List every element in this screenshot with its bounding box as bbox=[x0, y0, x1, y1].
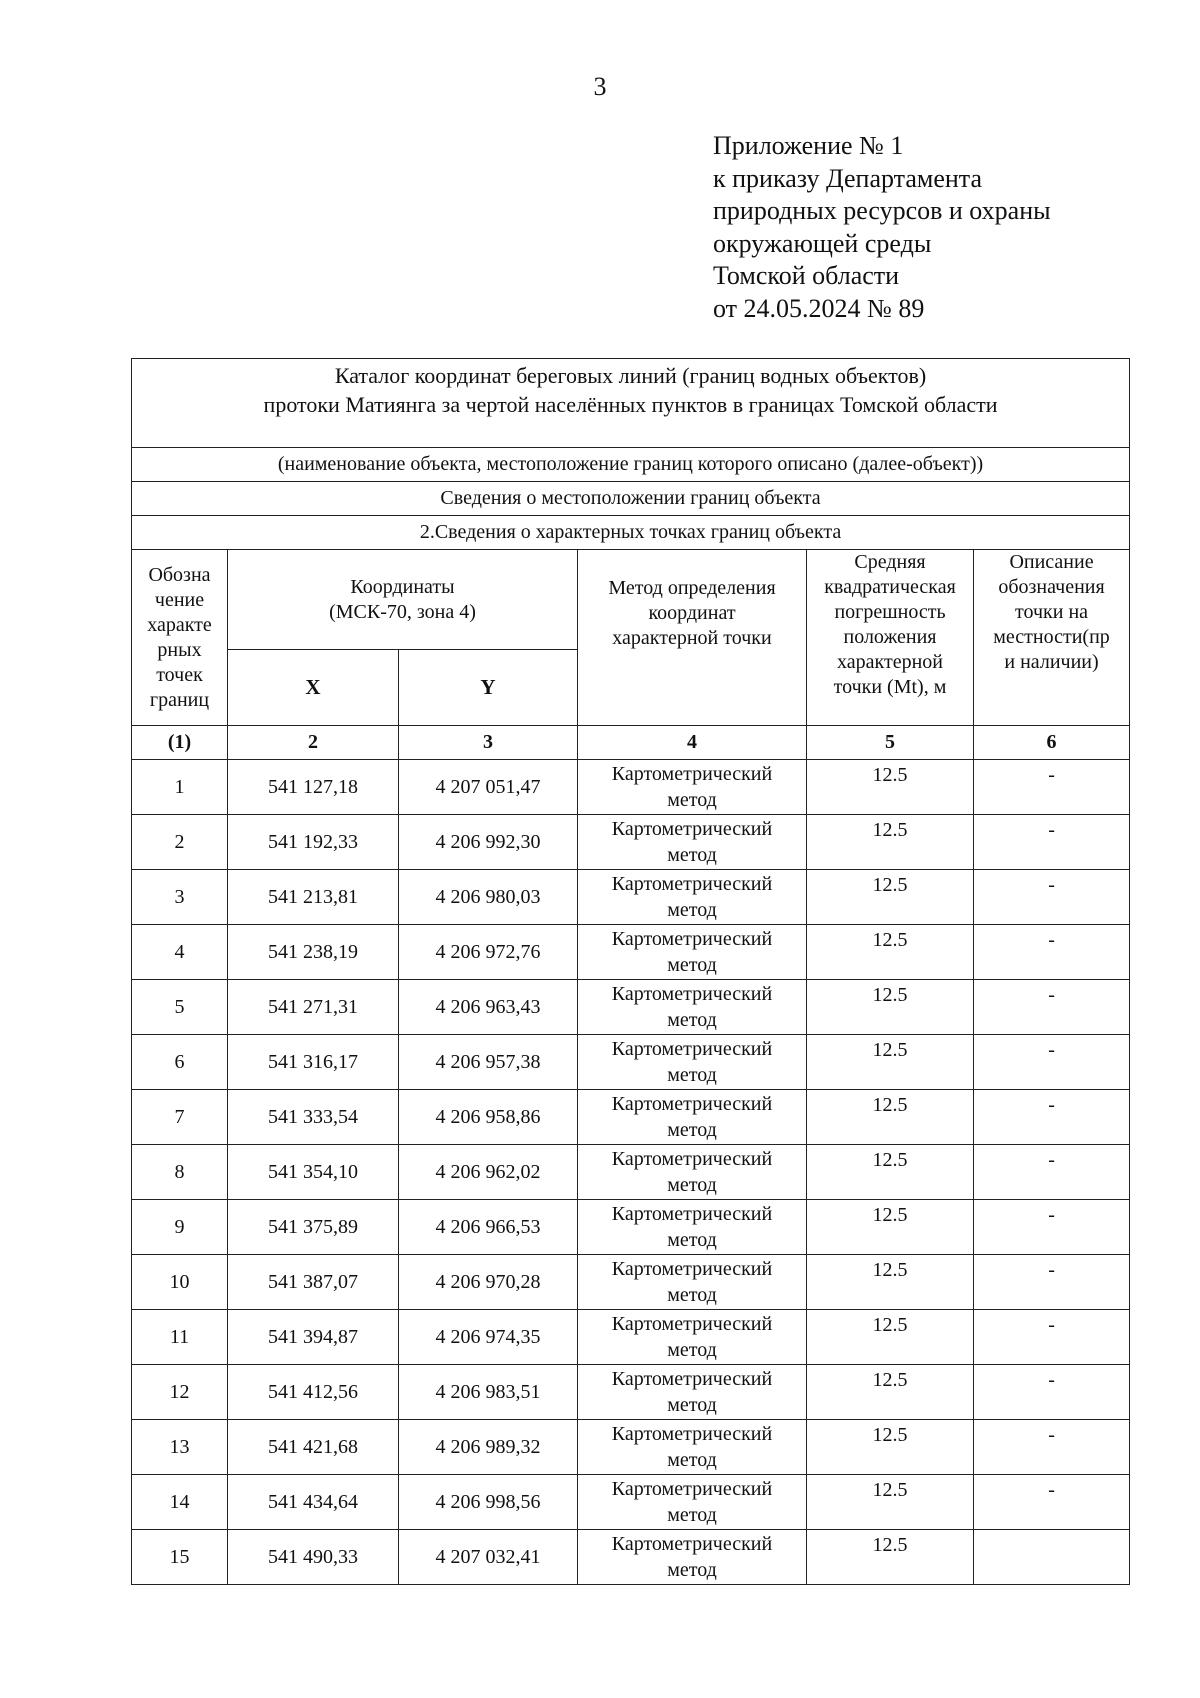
header-designation bbox=[132, 550, 228, 726]
header-line: характерной точки bbox=[612, 627, 772, 649]
header-line: обозначения bbox=[998, 576, 1105, 598]
header-y: Y bbox=[399, 650, 578, 726]
method-line-2: метод bbox=[667, 1119, 717, 1141]
y-coordinate-cell: 4 206 966,53 bbox=[399, 1200, 578, 1255]
error-cell: 12.5 bbox=[807, 1365, 974, 1420]
method-cell bbox=[578, 760, 807, 815]
coordinates-catalog-table bbox=[131, 358, 1130, 1585]
point-number-cell: 2 bbox=[132, 815, 228, 870]
header-line: координат bbox=[648, 602, 736, 624]
header-line: местности(пр bbox=[993, 626, 1110, 648]
method-line-2: метод bbox=[667, 1339, 717, 1361]
method-line-1: Картометрический bbox=[611, 1368, 773, 1390]
header-line: точки на bbox=[1015, 601, 1089, 623]
method-line-2: метод bbox=[667, 844, 717, 866]
method-cell bbox=[578, 1310, 807, 1365]
method-line-1: Картометрический bbox=[611, 1478, 773, 1500]
method-line-2: метод bbox=[667, 1009, 717, 1031]
method-line-1: Картометрический bbox=[611, 983, 773, 1005]
x-coordinate-cell: 541 412,56 bbox=[228, 1365, 399, 1420]
description-cell: - bbox=[974, 760, 1130, 815]
x-coordinate-cell: 541 394,87 bbox=[228, 1310, 399, 1365]
error-cell: 12.5 bbox=[807, 1475, 974, 1530]
point-number-cell: 6 bbox=[132, 1035, 228, 1090]
column-number: 4 bbox=[578, 726, 807, 760]
x-coordinate-cell: 541 354,10 bbox=[228, 1145, 399, 1200]
point-number-cell: 10 bbox=[132, 1255, 228, 1310]
error-cell: 12.5 bbox=[807, 1145, 974, 1200]
y-coordinate-cell: 4 206 974,35 bbox=[399, 1310, 578, 1365]
section-header: Сведения о местоположении границ объекта bbox=[132, 482, 1130, 516]
appendix-line: Приложение № 1 bbox=[713, 131, 904, 160]
method-cell bbox=[578, 980, 807, 1035]
description-cell: - bbox=[974, 925, 1130, 980]
appendix-line: от 24.05.2024 № 89 bbox=[713, 293, 925, 323]
table-row bbox=[132, 1090, 1130, 1145]
error-cell: 12.5 bbox=[807, 980, 974, 1035]
point-number-cell: 12 bbox=[132, 1365, 228, 1420]
method-line-1: Картометрический bbox=[611, 873, 773, 895]
table-row bbox=[132, 1145, 1130, 1200]
method-line-2: метод bbox=[667, 1504, 717, 1526]
header-x: X bbox=[228, 650, 399, 726]
header-line: и наличии) bbox=[1004, 651, 1099, 673]
header-coordinates bbox=[228, 550, 578, 650]
x-coordinate-cell: 541 421,68 bbox=[228, 1420, 399, 1475]
x-coordinate-cell: 541 271,31 bbox=[228, 980, 399, 1035]
y-coordinate-cell: 4 206 983,51 bbox=[399, 1365, 578, 1420]
point-number-cell: 11 bbox=[132, 1310, 228, 1365]
point-number-cell: 3 bbox=[132, 870, 228, 925]
point-number-cell: 15 bbox=[132, 1530, 228, 1585]
y-coordinate-cell: 4 206 958,86 bbox=[399, 1090, 578, 1145]
header-line: рных bbox=[157, 638, 202, 661]
method-line-2: метод bbox=[667, 1559, 717, 1581]
x-coordinate-cell: 541 127,18 bbox=[228, 760, 399, 815]
y-coordinate-cell: 4 206 970,28 bbox=[399, 1255, 578, 1310]
catalog-title bbox=[132, 359, 1130, 448]
method-line-2: метод bbox=[667, 1394, 717, 1416]
header-error bbox=[807, 550, 974, 726]
method-line-2: метод bbox=[667, 789, 717, 811]
error-cell: 12.5 bbox=[807, 1200, 974, 1255]
table-row bbox=[132, 1420, 1130, 1475]
point-number-cell: 13 bbox=[132, 1420, 228, 1475]
appendix-line: к приказу Департамента bbox=[713, 163, 983, 193]
description-cell: - bbox=[974, 1145, 1130, 1200]
method-line-2: метод bbox=[667, 954, 717, 976]
description-cell: - bbox=[974, 815, 1130, 870]
appendix-block bbox=[713, 130, 1051, 325]
header-line: характерной bbox=[837, 651, 943, 673]
point-number-cell: 9 bbox=[132, 1200, 228, 1255]
header-line: Средняя bbox=[854, 551, 926, 573]
y-coordinate-cell: 4 206 980,03 bbox=[399, 870, 578, 925]
description-cell: - bbox=[974, 1475, 1130, 1530]
method-line-2: метод bbox=[667, 1229, 717, 1251]
column-number: 6 bbox=[974, 726, 1130, 760]
method-line-1: Картометрический bbox=[611, 1203, 773, 1225]
x-coordinate-cell: 541 434,64 bbox=[228, 1475, 399, 1530]
point-number-cell: 14 bbox=[132, 1475, 228, 1530]
description-cell: - bbox=[974, 1255, 1130, 1310]
error-cell: 12.5 bbox=[807, 925, 974, 980]
header-line: Описание bbox=[1009, 551, 1094, 573]
x-coordinate-cell: 541 192,33 bbox=[228, 815, 399, 870]
y-coordinate-cell: 4 206 957,38 bbox=[399, 1035, 578, 1090]
method-cell bbox=[578, 1200, 807, 1255]
header-line: характе bbox=[147, 613, 212, 636]
y-coordinate-cell: 4 206 963,43 bbox=[399, 980, 578, 1035]
method-line-2: метод bbox=[667, 1449, 717, 1471]
header-line: границ bbox=[149, 688, 210, 711]
description-cell: - bbox=[974, 870, 1130, 925]
x-coordinate-cell: 541 490,33 bbox=[228, 1530, 399, 1585]
method-cell bbox=[578, 1255, 807, 1310]
table-row bbox=[132, 1365, 1130, 1420]
appendix-line: природных ресурсов и охраны bbox=[713, 196, 1051, 225]
method-cell bbox=[578, 1420, 807, 1475]
header-line: Координаты bbox=[350, 575, 455, 598]
y-coordinate-cell: 4 207 051,47 bbox=[399, 760, 578, 815]
header-method bbox=[578, 550, 807, 726]
x-coordinate-cell: 541 213,81 bbox=[228, 870, 399, 925]
table-row bbox=[132, 925, 1130, 980]
method-cell bbox=[578, 1475, 807, 1530]
table-row bbox=[132, 1200, 1130, 1255]
method-cell bbox=[578, 1145, 807, 1200]
header-line: погрешность bbox=[834, 601, 946, 623]
point-number-cell: 8 bbox=[132, 1145, 228, 1200]
method-cell bbox=[578, 815, 807, 870]
description-cell: - bbox=[974, 980, 1130, 1035]
catalog-title-line-2: протоки Матиянга за чертой населённых пунктов в границах Томской области bbox=[263, 392, 998, 417]
point-number-cell: 7 bbox=[132, 1090, 228, 1145]
description-cell bbox=[974, 1530, 1130, 1585]
x-coordinate-cell: 541 387,07 bbox=[228, 1255, 399, 1310]
point-number-cell: 1 bbox=[132, 760, 228, 815]
object-note: (наименование объекта, местоположение границ которого описано (далее-объект)) bbox=[132, 448, 1130, 482]
table-row bbox=[132, 980, 1130, 1035]
header-line: чение bbox=[154, 588, 205, 611]
method-line-1: Картометрический bbox=[611, 818, 773, 840]
method-line-2: метод bbox=[667, 1064, 717, 1086]
header-line: (МСК-70, зона 4) bbox=[329, 600, 476, 623]
header-line: точек bbox=[156, 663, 203, 686]
catalog-rows bbox=[132, 760, 1130, 1585]
description-cell: - bbox=[974, 1200, 1130, 1255]
y-coordinate-cell: 4 206 989,32 bbox=[399, 1420, 578, 1475]
column-number: (1) bbox=[132, 726, 228, 760]
method-line-1: Картометрический bbox=[611, 1258, 773, 1280]
error-cell: 12.5 bbox=[807, 870, 974, 925]
method-line-1: Картометрический bbox=[611, 1038, 773, 1060]
error-cell: 12.5 bbox=[807, 1530, 974, 1585]
table-row bbox=[132, 1035, 1130, 1090]
page-number: 3 bbox=[593, 72, 607, 101]
x-coordinate-cell: 541 316,17 bbox=[228, 1035, 399, 1090]
header-line: Обозна bbox=[148, 563, 211, 586]
x-coordinate-cell: 541 333,54 bbox=[228, 1090, 399, 1145]
method-line-1: Картометрический bbox=[611, 1313, 773, 1335]
table-row bbox=[132, 1530, 1130, 1585]
header-line: положения bbox=[843, 626, 937, 648]
error-cell: 12.5 bbox=[807, 1310, 974, 1365]
error-cell: 12.5 bbox=[807, 815, 974, 870]
method-line-1: Картометрический bbox=[611, 1533, 773, 1555]
error-cell: 12.5 bbox=[807, 1090, 974, 1145]
description-cell: - bbox=[974, 1310, 1130, 1365]
table-row bbox=[132, 1475, 1130, 1530]
appendix-line: Томской области bbox=[713, 261, 900, 290]
method-line-1: Картометрический bbox=[611, 763, 773, 785]
method-line-1: Картометрический bbox=[611, 928, 773, 950]
table-row bbox=[132, 1255, 1130, 1310]
method-cell bbox=[578, 925, 807, 980]
table-row bbox=[132, 760, 1130, 815]
y-coordinate-cell: 4 206 998,56 bbox=[399, 1475, 578, 1530]
point-number-cell: 5 bbox=[132, 980, 228, 1035]
y-coordinate-cell: 4 207 032,41 bbox=[399, 1530, 578, 1585]
table-row bbox=[132, 870, 1130, 925]
description-cell: - bbox=[974, 1035, 1130, 1090]
method-line-1: Картометрический bbox=[611, 1093, 773, 1115]
method-line-1: Картометрический bbox=[611, 1423, 773, 1445]
x-coordinate-cell: 541 375,89 bbox=[228, 1200, 399, 1255]
method-cell bbox=[578, 870, 807, 925]
table-row bbox=[132, 815, 1130, 870]
x-coordinate-cell: 541 238,19 bbox=[228, 925, 399, 980]
error-cell: 12.5 bbox=[807, 760, 974, 815]
point-number-cell: 4 bbox=[132, 925, 228, 980]
method-cell bbox=[578, 1365, 807, 1420]
y-coordinate-cell: 4 206 992,30 bbox=[399, 815, 578, 870]
method-line-2: метод bbox=[667, 1284, 717, 1306]
column-number: 3 bbox=[399, 726, 578, 760]
header-line: точки (Mt), м bbox=[833, 676, 947, 698]
y-coordinate-cell: 4 206 972,76 bbox=[399, 925, 578, 980]
description-cell: - bbox=[974, 1090, 1130, 1145]
method-cell bbox=[578, 1035, 807, 1090]
error-cell: 12.5 bbox=[807, 1420, 974, 1475]
method-line-2: метод bbox=[667, 1174, 717, 1196]
appendix-line: окружающей среды bbox=[713, 228, 932, 258]
error-cell: 12.5 bbox=[807, 1035, 974, 1090]
description-cell: - bbox=[974, 1365, 1130, 1420]
method-line-1: Картометрический bbox=[611, 1148, 773, 1170]
method-line-2: метод bbox=[667, 899, 717, 921]
table-row bbox=[132, 1310, 1130, 1365]
y-coordinate-cell: 4 206 962,02 bbox=[399, 1145, 578, 1200]
column-number: 2 bbox=[228, 726, 399, 760]
header-description bbox=[974, 550, 1130, 726]
method-cell bbox=[578, 1530, 807, 1585]
method-cell bbox=[578, 1090, 807, 1145]
header-line: Метод определения bbox=[608, 577, 776, 599]
header-line: квадратическая bbox=[824, 576, 956, 598]
error-cell: 12.5 bbox=[807, 1255, 974, 1310]
column-number: 5 bbox=[807, 726, 974, 760]
description-cell: - bbox=[974, 1420, 1130, 1475]
subsection-header: 2.Сведения о характерных точках границ объекта bbox=[132, 516, 1130, 550]
catalog-title-line-1: Каталог координат береговых линий (границ водных объектов) bbox=[334, 363, 927, 388]
